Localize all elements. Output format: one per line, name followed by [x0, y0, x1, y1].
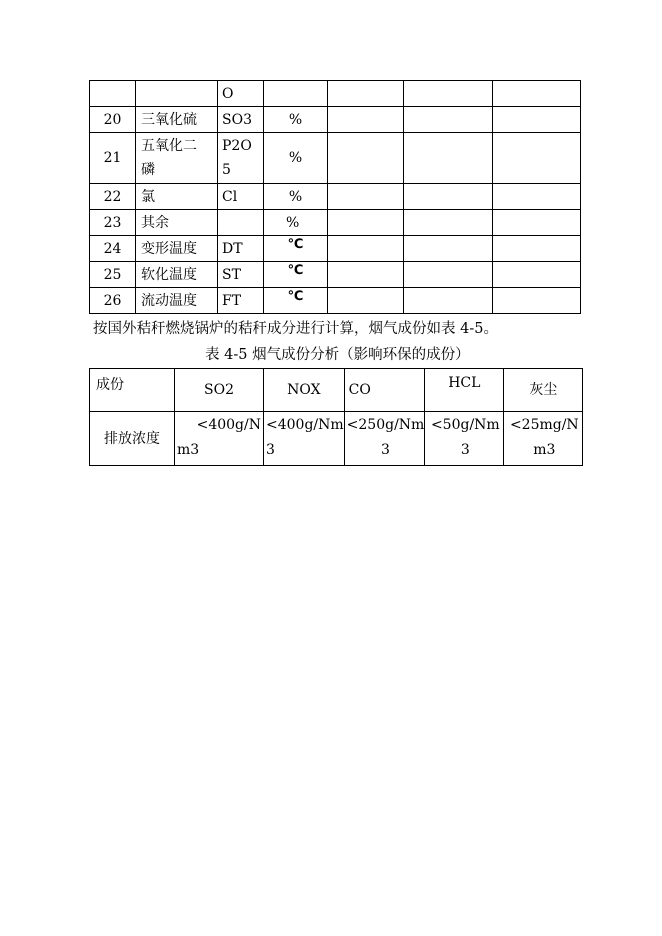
- component-symbol: O: [218, 81, 264, 107]
- value-line-2: m3: [533, 442, 556, 458]
- table-row: [90, 236, 581, 262]
- row-number: 23: [90, 210, 136, 236]
- row-number: [90, 81, 136, 107]
- header-col-so2: SO2: [175, 369, 264, 412]
- empty-cell: [493, 288, 581, 314]
- empty-cell: [328, 81, 404, 107]
- table-row: [90, 81, 581, 107]
- value-line-1: <400g/Nm: [266, 417, 344, 433]
- component-symbol: FT: [218, 288, 264, 314]
- header-col-nox: NOX: [264, 369, 345, 412]
- table-row: [90, 262, 581, 288]
- empty-cell: [328, 210, 404, 236]
- table-row: [90, 288, 581, 314]
- symbol-line-1: P2O: [222, 138, 252, 154]
- empty-cell: [493, 107, 581, 133]
- row-number: 25: [90, 262, 136, 288]
- component-unit: [264, 81, 328, 107]
- component-symbol: Cl: [218, 184, 264, 210]
- value-nox: [264, 412, 345, 466]
- empty-cell: [328, 288, 404, 314]
- empty-cell: [493, 133, 581, 184]
- symbol-line-2: 5: [222, 162, 231, 178]
- empty-cell: [328, 107, 404, 133]
- empty-cell: [404, 288, 493, 314]
- header-col-hcl: HCL: [425, 369, 504, 412]
- name-line-2: 磷: [141, 162, 155, 178]
- empty-cell: [493, 81, 581, 107]
- component-unit: %: [264, 210, 328, 236]
- empty-cell: [404, 210, 493, 236]
- component-name: [136, 81, 218, 107]
- table-caption: 表 4-5 烟气成份分析（影响环保的成份）: [205, 347, 470, 363]
- row-number: 24: [90, 236, 136, 262]
- component-symbol: SO3: [218, 107, 264, 133]
- header-col-co: CO: [344, 369, 425, 412]
- body-paragraph: 按国外秸秆燃烧锅炉的秸秆成分进行计算，烟气成份如表 4-5。: [93, 321, 498, 337]
- value-line-1: <400g/N: [196, 417, 261, 433]
- empty-cell: [404, 81, 493, 107]
- empty-cell: [404, 236, 493, 262]
- component-symbol: [218, 133, 264, 184]
- component-name: 其余: [136, 210, 218, 236]
- component-name: 氯: [136, 184, 218, 210]
- row-label: 排放浓度: [90, 412, 175, 466]
- value-co: [344, 412, 425, 466]
- component-name: 软化温度: [136, 262, 218, 288]
- empty-cell: [493, 236, 581, 262]
- header-col-dust: 灰尘: [504, 369, 583, 412]
- empty-cell: [328, 133, 404, 184]
- value-line-1: <25mg/N: [509, 417, 579, 433]
- component-symbol: DT: [218, 236, 264, 262]
- component-unit: %: [264, 133, 328, 184]
- empty-cell: [404, 107, 493, 133]
- coal-ash-properties-table: [89, 80, 581, 314]
- value-hcl: [425, 412, 504, 466]
- empty-cell: [493, 262, 581, 288]
- value-so2: [175, 412, 264, 466]
- table-row: [90, 412, 583, 466]
- component-name: 流动温度: [136, 288, 218, 314]
- empty-cell: [328, 236, 404, 262]
- empty-cell: [493, 210, 581, 236]
- empty-cell: [328, 262, 404, 288]
- empty-cell: [404, 133, 493, 184]
- value-line-2: 3: [266, 442, 275, 458]
- component-unit: ℃: [264, 262, 328, 288]
- component-unit: ℃: [264, 288, 328, 314]
- table-header-row: [90, 369, 583, 412]
- row-number: 21: [90, 133, 136, 184]
- component-name: 变形温度: [136, 236, 218, 262]
- component-name: 三氧化硫: [136, 107, 218, 133]
- value-line-1: <50g/Nm: [430, 417, 500, 433]
- value-line-2: m3: [177, 442, 200, 458]
- component-symbol: ST: [218, 262, 264, 288]
- value-dust: [504, 412, 583, 466]
- table-row: [90, 107, 581, 133]
- empty-cell: [404, 262, 493, 288]
- table-row: [90, 184, 581, 210]
- component-unit: %: [264, 107, 328, 133]
- value-line-1: <250g/Nm: [346, 417, 425, 433]
- component-unit: ℃: [264, 236, 328, 262]
- table-row: [90, 133, 581, 184]
- flue-gas-analysis-table: [89, 368, 583, 466]
- row-number: 20: [90, 107, 136, 133]
- row-number: 22: [90, 184, 136, 210]
- empty-cell: [404, 184, 493, 210]
- component-unit: %: [264, 184, 328, 210]
- table-row: [90, 210, 581, 236]
- empty-cell: [493, 184, 581, 210]
- value-line-2: 3: [381, 442, 390, 458]
- empty-cell: [328, 184, 404, 210]
- row-number: 26: [90, 288, 136, 314]
- header-label: 成份: [90, 369, 175, 412]
- value-line-2: 3: [460, 442, 470, 458]
- name-line-1: 五氧化二: [141, 138, 197, 154]
- component-symbol: [218, 210, 264, 236]
- component-name: [136, 133, 218, 184]
